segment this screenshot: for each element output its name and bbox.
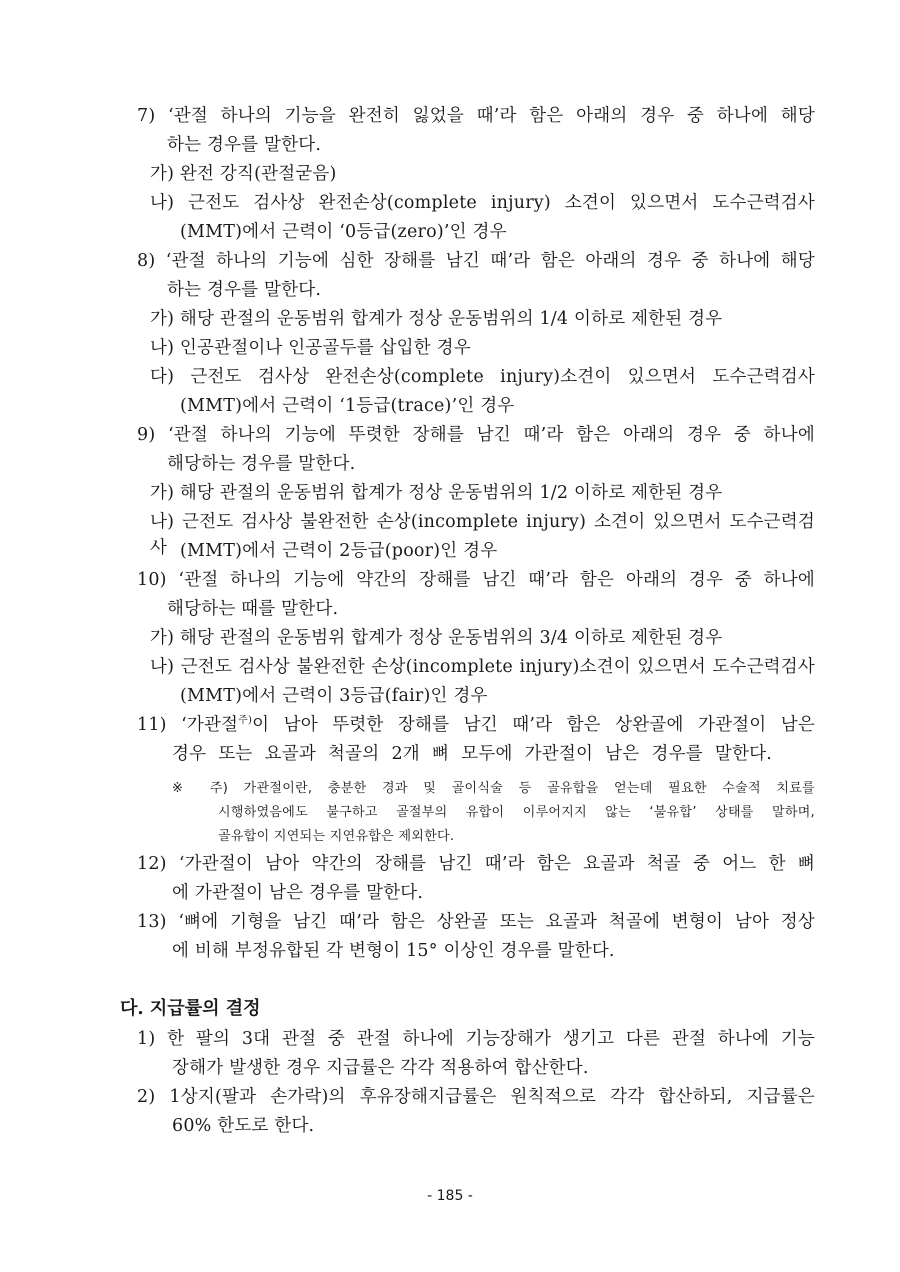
item-7-sub-b-line-2: (MMT)에서 근력이 ‘0등급(zero)’인 경우 <box>180 222 507 242</box>
item-13-line-2: 에 비해 부정유합된 각 변형이 15° 이상인 경우를 말한다. <box>172 941 615 961</box>
item-8-sub-a: 가) 해당 관절의 운동범위 합계가 정상 운동범위의 1/4 이하로 제한된 경우 <box>150 309 723 329</box>
item-9-sub-a: 가) 해당 관절의 운동범위 합계가 정상 운동범위의 1/2 이하로 제한된 경우 <box>150 483 723 503</box>
item-9-line-1: 9) ‘관절 하나의 기능에 뚜렷한 장해를 남긴 때’라 함은 아래의 경우 중 하나에 <box>137 425 815 445</box>
item-8-sub-b: 나) 인공관절이나 인공골두를 삽입한 경우 <box>150 338 471 358</box>
item-9-line-2: 해당하는 경우를 말한다. <box>167 454 356 474</box>
item-12-line-1: 12) ‘가관절이 남아 약간의 장해를 남긴 때’라 함은 요골과 척골 중 어느 한 뼈 <box>137 854 815 874</box>
item-10-sub-b-line-2: (MMT)에서 근력이 3등급(fair)인 경우 <box>180 686 488 706</box>
item-7-sub-a: 가) 완전 강직(관절굳음) <box>150 164 337 184</box>
item-10-line-1: 10) ‘관절 하나의 기능에 약간의 장해를 남긴 때’라 함은 아래의 경우 중 하나에 <box>137 570 815 590</box>
section-para-2-line-1: 2) 1상지(팔과 손가락)의 후유장해지급률은 원칙적으로 각각 합산하되, 지급률은 <box>137 1087 815 1107</box>
item-8-line-1: 8) ‘관절 하나의 기능에 심한 장해를 남긴 때’라 함은 아래의 경우 중 하나에 해당 <box>137 251 815 271</box>
item-7-line-2: 하는 경우를 말한다. <box>167 135 322 155</box>
page-number: - 185 - <box>427 1188 473 1204</box>
footnote-marker: 주) <box>238 715 253 726</box>
item-7-sub-b-line-1: 나) 근전도 검사상 완전손상(complete injury) 소견이 있으면서 도수근력검사 <box>150 193 815 213</box>
item-10-sub-b-line-1: 나) 근전도 검사상 불완전한 손상(incomplete injury)소견이 있으면서 도수근력검사 <box>150 657 815 677</box>
item-8-sub-c-line-1: 다) 근전도 검사상 완전손상(complete injury)소견이 있으면서 도수근력검사 <box>150 367 815 387</box>
item-9-sub-b-line-2: (MMT)에서 근력이 2등급(poor)인 경우 <box>180 541 498 561</box>
footnote-line-2: 시행하였음에도 불구하고 골절부의 유합이 이루어지지 않는 ‘불유합’ 상태를 말하며, <box>218 805 815 820</box>
section-para-1-line-1: 1) 한 팔의 3대 관절 중 관절 하나에 기능장해가 생기고 다른 관절 하나에 기능 <box>137 1029 815 1049</box>
item-12-line-2: 에 가관절이 남은 경우를 말한다. <box>172 883 424 903</box>
item-11-line-2: 경우 또는 요골과 척골의 2개 뼈 모두에 가관절이 남은 경우를 말한다. <box>172 744 772 764</box>
item-11-line-1 <box>137 712 815 738</box>
footnote-line-1: ※ 주) 가관절이란, 충분한 경과 및 골이식술 등 골유합을 얻는데 필요한 수술적 치료를 <box>172 781 815 796</box>
item-10-sub-a: 가) 해당 관절의 운동범위 합계가 정상 운동범위의 3/4 이하로 제한된 경우 <box>150 628 723 648</box>
section-heading: 다. 지급률의 결정 <box>120 998 261 1019</box>
item-7-line-1: 7) ‘관절 하나의 기능을 완전히 잃었을 때’라 함은 아래의 경우 중 하나에 해당 <box>137 106 815 126</box>
item-10-line-2: 해당하는 때를 말한다. <box>167 599 339 619</box>
item-13-line-1: 13) ‘뼈에 기형을 남긴 때’라 함은 상완골 또는 요골과 척골에 변형이 남아 정상 <box>137 912 815 932</box>
section-para-2-line-2: 60% 한도로 한다. <box>172 1116 315 1136</box>
item-11-line-1-end: 이 남아 뚜렷한 장해를 남긴 때’라 함은 상완골에 가관절이 남은 <box>252 715 815 735</box>
item-8-line-2: 하는 경우를 말한다. <box>167 280 322 300</box>
item-11-line-1-start: 11) ‘가관절 <box>137 715 239 735</box>
footnote-line-3: 골유합이 지연되는 지연유합은 제외한다. <box>218 829 455 844</box>
item-9-sub-b-line-1: 나) 근전도 검사상 불완전한 손상(incomplete injury) 소견이 있으면서 도수근력검사 <box>150 512 815 558</box>
section-para-1-line-2: 장해가 발생한 경우 지급률은 각각 적용하여 합산한다. <box>172 1058 589 1078</box>
item-8-sub-c-line-2: (MMT)에서 근력이 ‘1등급(trace)’인 경우 <box>180 396 515 416</box>
